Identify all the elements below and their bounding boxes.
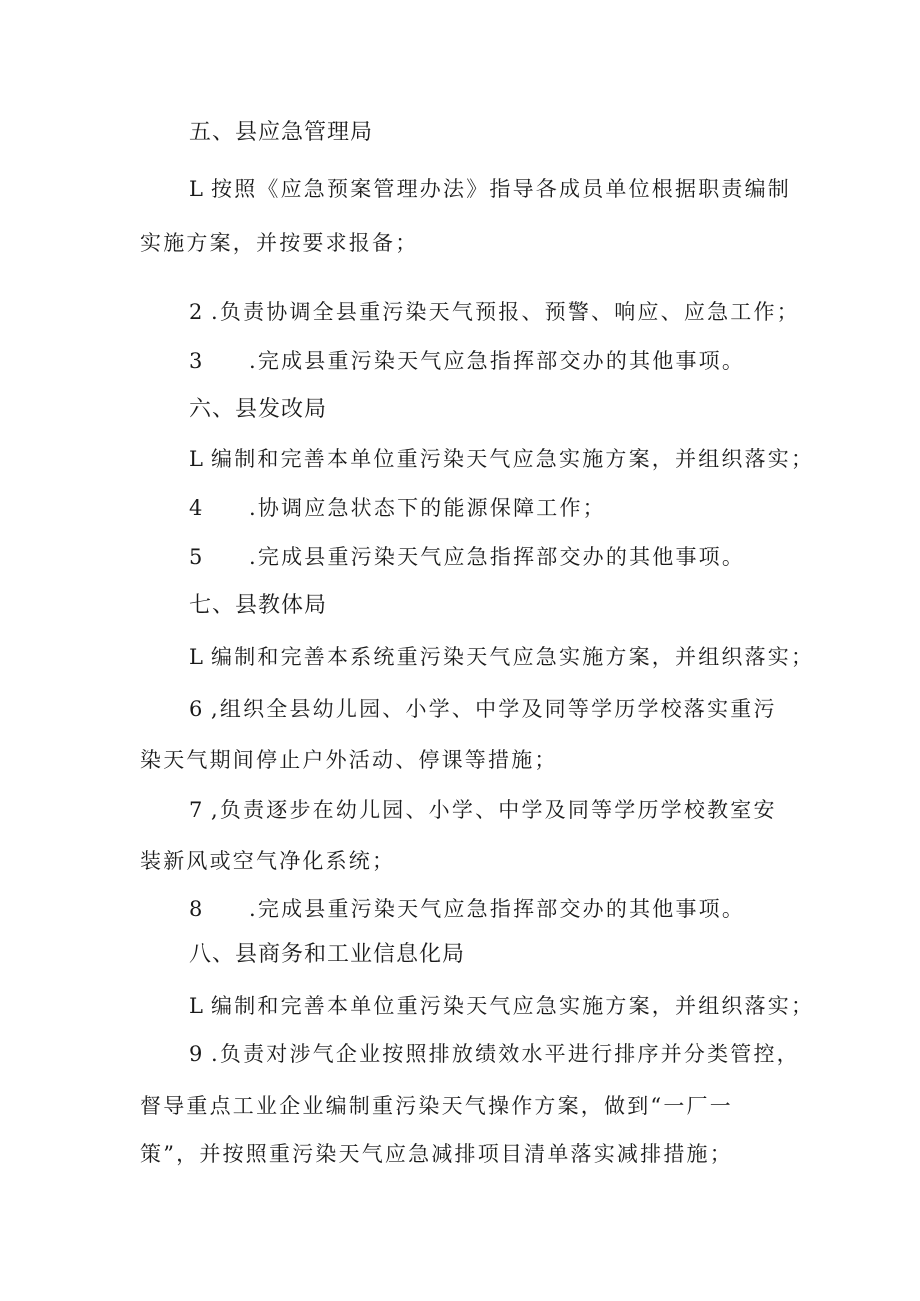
list-item: [189, 796, 777, 824]
item-text: .完成县重污染天气应急指挥部交办的其他事项。: [249, 349, 746, 373]
item-number: 7: [189, 798, 205, 822]
item-text-continuation: 策”，并按照重污染天气应急减排项目清单落实减排措施；: [140, 1142, 733, 1166]
list-item: [189, 175, 791, 203]
list-item: [189, 895, 745, 923]
list-item: [189, 992, 814, 1020]
item-text: ,组织全县幼儿园、小学、中学及同等学历学校落实重污: [211, 697, 777, 721]
item-number: L: [189, 177, 206, 201]
item-text-continuation: 装新风或空气净化系统；: [140, 849, 396, 873]
list-item: [189, 643, 814, 671]
item-text: 编制和完善本单位重污染天气应急实施方案，并组织落实；: [211, 994, 815, 1018]
item-text: .完成县重污染天气应急指挥部交办的其他事项。: [249, 897, 746, 921]
list-item: [189, 543, 745, 571]
item-text: .负责对涉气企业按照排放绩效水平进行排序并分类管控，: [211, 1042, 800, 1066]
section-heading-emergency-bureau: 五、县应急管理局: [189, 120, 374, 145]
item-number: L: [189, 645, 206, 669]
item-text: 编制和完善本单位重污染天气应急实施方案，并组织落实；: [211, 447, 815, 471]
item-number: 8: [189, 897, 205, 921]
section-heading-commerce-industry-bureau: 八、县商务和工业信息化局: [189, 942, 466, 967]
item-text: 编制和完善本系统重污染天气应急实施方案，并组织落实；: [211, 645, 815, 669]
item-number: 5: [189, 545, 205, 569]
item-number: L: [189, 447, 206, 471]
item-number: 4: [189, 496, 205, 520]
list-item: [189, 1040, 800, 1068]
item-number: 6: [189, 697, 205, 721]
item-text-continuation: 实施方案，并按要求报备；: [140, 231, 419, 255]
item-text-continuation: 染天气期间停止户外活动、停课等措施；: [140, 748, 558, 772]
item-text-continuation: 督导重点工业企业编制重污染天气操作方案，做到“一厂一: [140, 1094, 733, 1118]
list-item: [189, 494, 606, 522]
item-text: .协调应急状态下的能源保障工作；: [249, 496, 606, 520]
item-text: .完成县重污染天气应急指挥部交办的其他事项。: [249, 545, 746, 569]
section-heading-development-reform-bureau: 六、县发改局: [189, 397, 328, 422]
list-item: [189, 298, 800, 326]
item-text: .负责协调全县重污染天气预报、预警、响应、应急工作；: [211, 300, 800, 324]
list-item: [189, 445, 814, 473]
item-number: 3: [189, 349, 205, 373]
item-text: ,负责逐步在幼儿园、小学、中学及同等学历学校教室安: [211, 798, 777, 822]
item-text: 按照《应急预案管理办法》指导各成员单位根据职责编制: [211, 177, 791, 201]
item-number: L: [189, 994, 206, 1018]
item-number: 2: [189, 300, 205, 324]
item-number: 9: [189, 1042, 205, 1066]
list-item: [189, 347, 745, 375]
section-heading-education-sports-bureau: 七、县教体局: [189, 593, 328, 618]
list-item: [189, 695, 777, 723]
